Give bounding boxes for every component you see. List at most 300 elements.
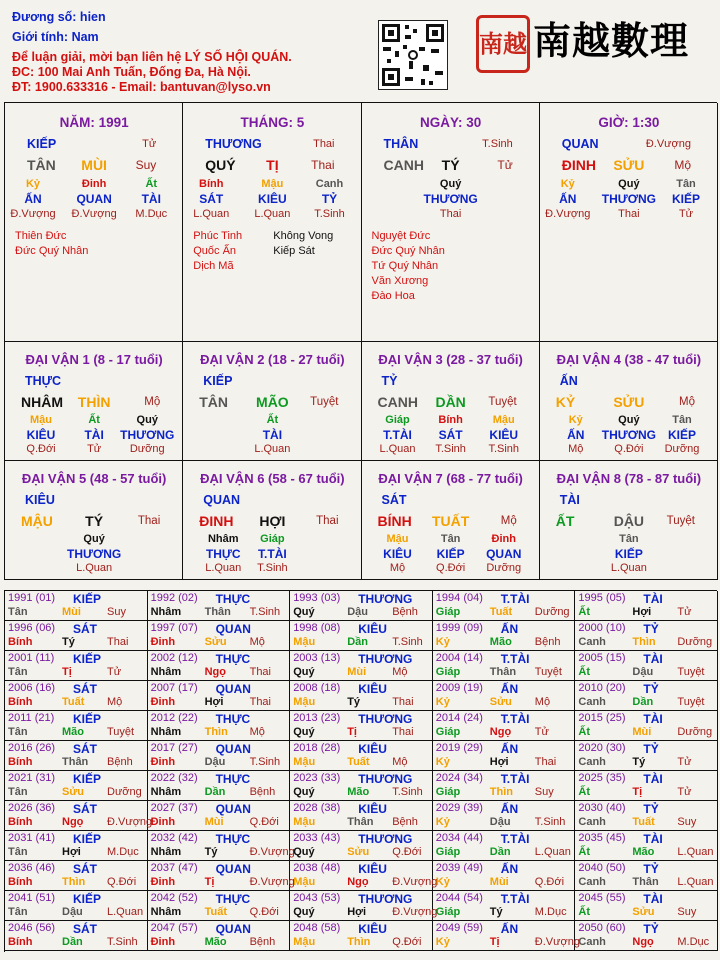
year-stem: Giáp [435,666,461,678]
hidden-phase: T.Sinh [257,562,288,574]
hidden-relation: T.TÀI [258,547,287,561]
hidden-stem: Giáp [385,414,410,426]
pillar-nap-am: Mộ [674,158,691,172]
year-branch: Tý [489,906,503,918]
pillar-top-phase: Tử [142,138,157,150]
year-phase: Tử [677,756,692,768]
dai-van-branch: MÃO [256,394,289,410]
year-stem: Đinh [150,816,176,828]
hidden-phase: Thai [618,208,640,220]
phone-email-line: ĐT: 1900.633316 - Email: bantuvan@lyso.vn [12,80,271,94]
year-cell [5,681,148,711]
year-label: 2040 (50) [578,862,626,874]
year-cell [433,801,576,831]
year-cell [148,801,291,831]
year-relation: KIÊU [358,862,387,876]
year-phase: Q.Đới [392,846,422,858]
year-phase: Mộ [392,666,408,678]
year-cell [433,831,576,861]
year-branch: Dần [489,846,511,858]
year-relation: KIẾP [73,832,102,846]
year-relation: TỶ [643,862,659,876]
pillar-branch: MÙI [81,157,107,173]
dai-van-relation: TÀI [559,493,580,507]
year-cell [5,741,148,771]
hidden-relation: ẤN [24,192,42,206]
hidden-relation: THỰC [205,547,241,561]
year-label: 1992 (02) [150,592,198,604]
year-phase: Dưỡng [107,786,142,798]
year-cell [5,771,148,801]
hidden-phase: Q.Đới [614,443,644,455]
dai-van-cell [362,342,540,461]
year-relation: T.TÀI [500,772,530,786]
pillar-title: GIỜ: 1:30 [598,115,660,130]
pillar-top-phase: T.Sinh [482,138,513,150]
year-cell [575,891,718,921]
pillar-branch: TỊ [266,157,279,173]
year-stem: Nhâm [150,786,182,798]
star-label: Đức Quý Nhân [371,245,445,257]
dai-van-title: ĐẠI VẬN 1 (8 - 17 tuổi) [25,352,163,367]
dai-van-title: ĐẠI VẬN 5 (48 - 57 tuổi) [21,471,167,486]
year-stem: Quý [293,726,315,738]
year-relation: THƯƠNG [358,892,413,906]
year-phase: Thai [392,696,414,708]
year-label: 2033 (43) [293,832,341,844]
year-branch: Thân [347,816,374,828]
year-branch: Mão [489,636,512,648]
star-label: Đào Hoa [371,290,415,302]
hidden-relation: THƯƠNG [601,192,656,206]
year-branch: Thìn [347,936,371,948]
pillar-cell [183,103,361,342]
year-phase: T.Sinh [392,636,423,648]
dai-van-stem: CANH [377,394,418,410]
year-cell [575,651,718,681]
year-branch: Thân [632,876,659,888]
year-cell [5,711,148,741]
pillar-cell [540,103,718,342]
hidden-stem: Quý [136,414,158,426]
hidden-relation: SÁT [199,192,224,206]
dai-van-phase: Mộ [500,515,517,527]
year-stem: Bính [8,816,33,828]
dai-van-title: ĐẠI VẬN 3 (28 - 37 tuổi) [378,352,523,367]
year-relation: SÁT [73,742,97,756]
year-relation: KIẾP [73,592,102,606]
hidden-phase: L.Quan [254,208,291,220]
year-label: 2010 (20) [578,682,626,694]
year-branch: Dậu [632,666,654,678]
year-cell [290,921,433,951]
year-cell [148,771,291,801]
dai-van-branch: DẬU [613,513,645,529]
year-label: 2031 (41) [8,832,56,844]
hidden-relation: TÀI [84,428,104,442]
year-label: 2012 (22) [150,712,198,724]
year-stem: Tân [8,846,28,858]
year-stem: Đinh [150,696,176,708]
year-cell [290,801,433,831]
year-branch: Dần [632,696,654,708]
hidden-stem: Đinh [491,533,516,545]
year-label: 2019 (29) [435,742,483,754]
year-stem: Đinh [150,876,176,888]
dai-van-title: ĐẠI VẬN 7 (68 - 77 tuổi) [378,471,523,486]
year-cell [148,831,295,861]
year-cell [148,861,295,891]
dai-van-title: ĐẠI VẬN 8 (78 - 87 tuổi) [556,471,702,486]
year-relation: THỰC [215,652,251,666]
year-cell [290,831,433,861]
year-stem: Giáp [435,846,461,858]
year-branch: Thân [204,606,231,618]
year-relation: TÀI [643,892,663,906]
dai-van-relation: KIÊU [25,493,55,507]
hidden-relation: THƯƠNG [67,547,122,561]
year-branch: Hợi [204,696,224,708]
hidden-stem: Quý [618,414,640,426]
year-label: 2050 (60) [578,922,626,934]
year-relation: SÁT [73,862,97,876]
year-relation: ẤN [500,742,519,756]
year-relation: ẤN [500,862,519,876]
hidden-stem: Kỷ [560,178,575,190]
year-cell [433,621,576,651]
pillar-cell [362,103,540,342]
year-cell [433,681,576,711]
year-stem: Nhâm [150,606,182,618]
hidden-stem: Giáp [260,533,285,545]
hidden-stem: Ất [266,414,279,426]
year-stem: Ất [578,606,590,618]
year-relation: TÀI [643,832,663,846]
year-label: 2045 (55) [578,892,626,904]
year-stem: Kỷ [435,936,450,948]
year-phase: Q.Đới [107,876,137,888]
year-cell [5,801,153,831]
year-branch: Sửu [632,906,655,918]
dai-van-phase: Tuyệt [666,515,695,527]
year-stem: Quý [293,666,315,678]
hidden-relation: KIẾP [436,547,465,561]
year-relation: KIẾP [73,892,102,906]
year-phase: Tử [107,666,122,678]
year-phase: L.Quan [534,846,571,858]
year-relation: KIẾP [73,652,102,666]
pillar-title: NGÀY: 30 [419,115,482,130]
year-label: 2027 (37) [150,802,198,814]
year-branch: Dần [347,636,368,648]
year-phase: T.Sinh [249,756,281,768]
pillar-branch: SỬU [613,157,645,173]
dai-van-branch: TÝ [85,513,104,529]
year-branch: Dậu [347,606,368,618]
year-branch: Tý [62,636,75,648]
year-branch: Thìn [632,636,656,648]
year-cell [433,771,576,801]
year-relation: THỰC [215,712,251,726]
star-label: Văn Xương [371,275,429,287]
header [0,0,720,102]
year-stem: Ất [578,726,590,738]
year-branch: Dậu [62,906,83,918]
year-relation: T.TÀI [500,832,530,846]
year-stem: Ất [578,906,590,918]
year-label: 2043 (53) [293,892,341,904]
year-cell [290,741,433,771]
hidden-stem: Quý [439,178,462,190]
year-relation: T.TÀI [500,892,530,906]
year-phase: Q.Đới [534,876,565,888]
pillar-top-relation: QUAN [561,137,599,151]
dai-van-stem: KỶ [555,394,576,410]
year-relation: ẤN [500,622,519,636]
year-cell [433,651,576,681]
hidden-phase: Mộ [568,443,584,455]
year-branch: Tý [204,846,218,858]
hidden-phase: Đ.Vượng [545,208,591,220]
hidden-phase: Q.Đới [26,443,56,455]
hidden-phase: Đ.Vượng [71,208,117,220]
dai-van-stem: ĐINH [199,513,234,529]
hidden-stem: Mậu [386,533,409,545]
hidden-stem: Đinh [81,178,107,190]
year-phase: Mộ [392,756,408,768]
dai-van-phase: Thai [137,515,161,527]
year-stem: Tân [8,726,28,738]
year-phase: Bệnh [534,636,561,648]
dai-van-cell [5,342,183,461]
year-phase: M.Dục [677,936,710,948]
year-label: 2037 (47) [150,862,198,874]
year-label: 2039 (49) [435,862,483,874]
dai-van-phase: Tuyệt [310,396,339,408]
year-cell [148,891,291,921]
hidden-relation: THƯƠNG [601,428,656,442]
year-label: 1995 (05) [578,592,626,604]
hidden-stem: Mậu [30,414,52,426]
year-label: 2000 (10) [578,622,626,634]
year-phase: Thai [392,726,414,738]
year-stem: Mậu [293,936,316,948]
dai-van-relation: QUAN [203,493,241,507]
hidden-stem: Kỷ [25,178,41,190]
year-label: 2009 (19) [435,682,483,694]
year-stem: Giáp [435,606,461,618]
year-phase: Q.Đới [249,906,279,918]
dai-van-branch: SỬU [613,394,645,410]
year-stem: Ất [578,846,590,858]
year-branch: Hợi [632,606,652,618]
hidden-phase: Dưỡng [486,562,522,574]
year-stem: Giáp [435,726,461,738]
year-label: 2011 (21) [8,712,55,724]
year-cell [148,681,291,711]
year-cell [575,921,718,951]
year-relation: TỶ [643,622,659,636]
year-phase: Đ.Vượng [249,846,295,858]
year-branch: Hợi [347,906,367,918]
dai-van-phase: Thai [316,515,339,527]
year-branch: Tuất [632,816,655,828]
year-cell [5,891,148,921]
year-cell [575,621,718,651]
year-relation: SÁT [73,802,97,816]
year-branch: Sửu [62,786,85,798]
year-cell [148,651,291,681]
year-stem: Canh [578,936,606,948]
year-label: 2024 (34) [435,772,483,784]
hidden-phase: L.Quan [610,562,647,574]
year-cell [290,861,438,891]
hidden-phase: Mộ [389,562,406,574]
year-stem: Bính [8,696,33,708]
year-branch: Mão [62,726,84,738]
dai-van-stem: ẤT [555,513,575,529]
star-label: Tứ Quý Nhân [371,260,439,272]
dai-van-stem: NHÂM [21,394,63,410]
dai-van-title: ĐẠI VẬN 4 (38 - 47 tuổi) [556,352,702,367]
year-stem: Mậu [293,696,316,708]
year-relation: T.TÀI [500,652,530,666]
pillar-branch: TÝ [441,157,460,173]
hidden-stem: Nhâm [207,533,239,545]
year-branch: Sửu [204,636,227,648]
year-stem: Nhâm [150,726,182,738]
year-stem: Bính [8,936,33,948]
dai-van-stem: BÍNH [377,513,412,529]
hidden-stem: Bính [199,178,224,190]
contact-line: Để luận giải, mời bạn liên hệ LÝ SỐ HỘI QUÁN. [12,50,292,64]
year-label: 2017 (27) [150,742,198,754]
year-label: 2035 (45) [578,832,626,844]
year-branch: Ngọ [347,876,369,888]
year-cell [5,921,148,951]
year-phase: L.Quan [107,906,144,918]
year-phase: M.Dục [107,846,139,858]
year-stem: Canh [578,696,606,708]
year-phase: Dưỡng [677,726,713,738]
year-phase: Bệnh [107,756,133,768]
hidden-stem: Ất [145,178,158,190]
year-relation: THƯƠNG [358,592,413,606]
qr-code-icon [378,20,448,90]
year-label: 2022 (32) [150,772,198,784]
year-label: 2026 (36) [8,802,56,814]
year-phase: Bệnh [392,816,418,828]
year-branch: Mùi [489,876,509,888]
year-cell [290,771,433,801]
hidden-relation: T.TÀI [383,428,412,442]
year-label: 2021 (31) [8,772,56,784]
year-cell [433,861,576,891]
year-stem: Quý [293,846,315,858]
star-label: Dịch Mã [193,260,234,272]
year-label: 2008 (18) [293,682,341,694]
year-branch: Tý [632,756,646,768]
hidden-phase: Tử [87,443,102,455]
year-phase: Mộ [107,696,123,708]
year-phase: Dưỡng [677,636,713,648]
star-label: Kiếp Sát [273,245,315,257]
hidden-phase: Đ.Vượng [10,208,56,220]
hidden-relation: KIÊU [258,192,287,206]
year-phase: Suy [677,816,697,828]
hidden-stem: Tân [440,533,461,545]
year-stem: Canh [578,636,606,648]
year-branch: Hợi [489,756,509,768]
seal-stamp-icon: 南越 [476,15,530,73]
year-relation: T.TÀI [500,712,530,726]
year-relation: TÀI [643,712,663,726]
year-stem: Canh [578,756,606,768]
hidden-stem: Kỷ [568,414,583,426]
dai-van-branch: TUẤT [431,513,470,529]
year-branch: Tị [489,936,500,948]
dai-van-relation: TỶ [381,374,398,388]
year-phase: T.Sinh [249,606,281,618]
year-relation: QUAN [215,742,251,756]
year-label: 2032 (42) [150,832,198,844]
year-branch: Dần [62,936,83,948]
year-cell [148,741,291,771]
hidden-relation: TÀI [141,192,161,206]
hidden-phase: T.Sinh [314,208,345,220]
year-label: 2003 (13) [293,652,341,664]
year-branch: Ngọ [489,726,512,738]
year-cell [575,591,718,621]
year-branch: Tý [347,696,361,708]
hidden-stem: Tân [619,533,639,545]
hidden-phase: M.Dục [135,208,168,220]
year-stem: Đinh [150,636,176,648]
brand-logo: 南越數理 [533,18,690,63]
year-label: 2047 (57) [150,922,198,934]
year-phase: Tử [534,726,549,738]
dai-van-cell [183,342,361,461]
year-branch: Tuất [489,606,513,618]
year-stem: Giáp [435,786,461,798]
hidden-stem: Mậu [492,414,515,426]
year-cell [148,711,291,741]
year-relation: KIẾP [73,712,102,726]
dai-van-relation: THỰC [25,374,62,388]
dai-van-relation: ẤN [559,374,578,388]
year-label: 1997 (07) [150,622,198,634]
year-stem: Ất [578,666,590,678]
year-phase: Bệnh [392,606,418,618]
year-phase: Đ.Vượng [534,936,580,948]
year-branch: Thân [489,666,517,678]
year-label: 2029 (39) [435,802,483,814]
hidden-phase: Thai [439,208,462,220]
year-phase: L.Quan [677,846,714,858]
star-label: Thiên Đức [15,230,67,242]
year-stem: Mậu [293,816,316,828]
year-phase: T.Sinh [392,786,423,798]
year-phase: Đ.Vượng [392,876,438,888]
year-relation: THỰC [215,592,251,606]
year-phase: Thai [249,696,271,708]
year-stem: Kỷ [435,756,450,768]
hidden-relation: QUAN [76,192,112,206]
hidden-relation: KIÊU [383,547,412,561]
dai-van-stem: MẬU [21,513,53,529]
year-cell [5,621,148,651]
dai-van-phase: Mộ [144,396,161,408]
